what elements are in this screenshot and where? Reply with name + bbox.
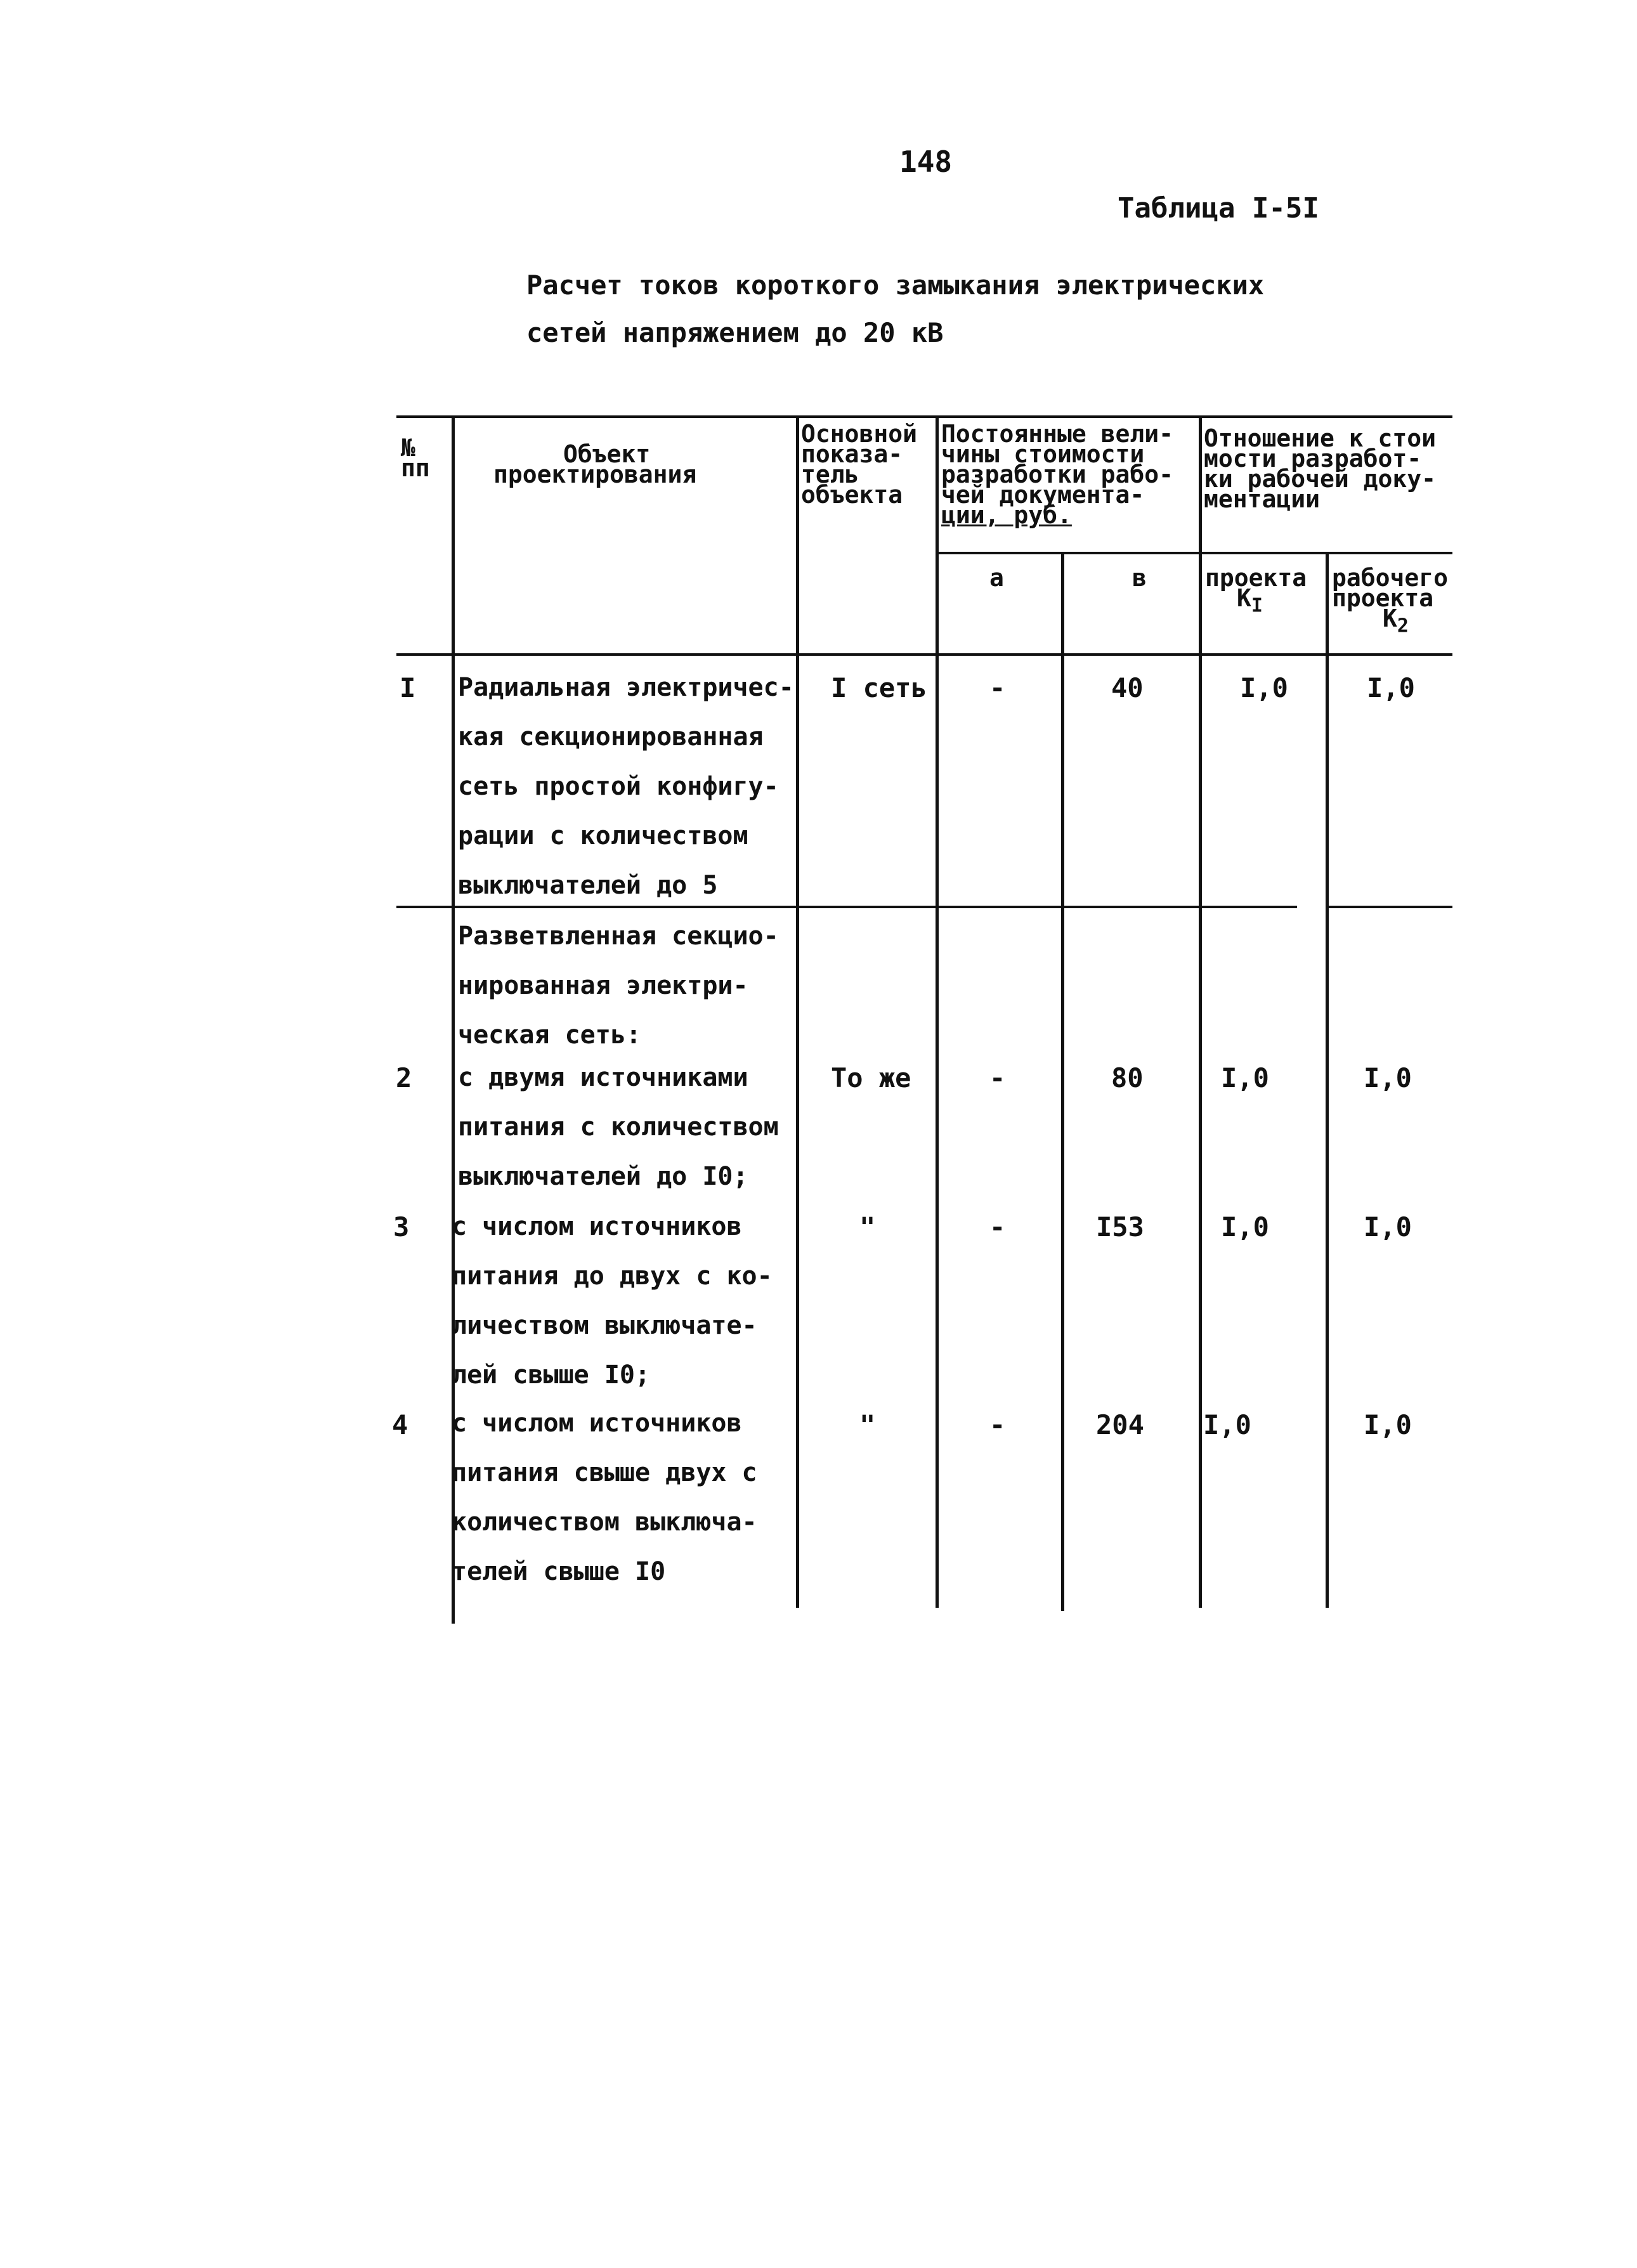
row-1-divider-right: [1329, 906, 1452, 908]
col-line-2: [796, 415, 799, 1608]
subheader-b: в: [1132, 564, 1147, 592]
subheader-k2: рабочего проекта $К_2$: [1332, 564, 1449, 637]
row-indicator: То же: [831, 1062, 911, 1093]
row-value-a: -: [989, 672, 1006, 703]
page-number: 148: [899, 145, 953, 179]
subheader-divider: [936, 552, 1452, 554]
row-object: Радиальная электричес- кая секционированная сеть простой конфигу- рации с количеством выключателей до 5: [458, 673, 794, 900]
row-value-b: I53: [1096, 1211, 1144, 1242]
header-no: № пп: [401, 434, 430, 482]
row-value-a: -: [989, 1211, 1006, 1242]
header-indicator: Основной показа- тель объекта: [801, 420, 918, 509]
subheader-k1: проекта $К_I$: [1205, 564, 1307, 617]
header-object: Объект проектирования: [493, 440, 697, 488]
table-top-border: [396, 415, 1452, 418]
group-label: Разветвленная секцио- нированная электри- ческая сеть:: [458, 922, 779, 1050]
row-value-b: 80: [1111, 1062, 1144, 1093]
row-value-k2: I,0: [1367, 672, 1415, 703]
col-line-4: [1061, 552, 1064, 1611]
row-indicator: ": [859, 1409, 876, 1440]
row-value-b: 40: [1111, 672, 1144, 703]
row-number: 3: [393, 1211, 410, 1242]
table-title-line-1: Расчет токов короткого замыкания электрических: [526, 270, 1265, 301]
header-constants: Постоянные вели- чины стоимости разработки рабо- чей документа- ции, руб.: [941, 420, 1174, 529]
row-indicator: ": [859, 1211, 876, 1242]
table-title-line-2: сетей напряжением до 20 кВ: [526, 317, 944, 348]
row-indicator: I сеть: [831, 672, 927, 703]
row-value-k1: I,0: [1203, 1409, 1251, 1440]
row-value-k1: I,0: [1240, 672, 1288, 703]
row-value-a: -: [989, 1062, 1006, 1093]
row-value-k2: I,0: [1364, 1062, 1412, 1093]
row-value-k2: I,0: [1364, 1211, 1412, 1242]
row-number: 2: [396, 1062, 412, 1093]
row-number: I: [400, 672, 416, 703]
row-value-a: -: [989, 1409, 1006, 1440]
header-ratio: Отношение к стои мости разработ- ки рабочей доку- ментации: [1204, 424, 1437, 513]
row-value-k1: I,0: [1221, 1211, 1269, 1242]
col-line-6: [1326, 552, 1329, 1608]
col-line-5: [1199, 415, 1202, 1608]
row-value-b: 204: [1096, 1409, 1144, 1440]
header-bottom-border: [396, 653, 1452, 656]
col-line-3: [936, 415, 939, 1608]
row-value-k2: I,0: [1364, 1409, 1412, 1440]
subheader-a: а: [989, 564, 1004, 592]
table-label: Таблица I-5I: [1118, 192, 1319, 225]
row-number: 4: [392, 1409, 408, 1440]
row-object: с двумя источниками питания с количеством выключателей до I0;: [458, 1063, 779, 1191]
row-value-k1: I,0: [1221, 1062, 1269, 1093]
row-object: с числом источников питания до двух с ко- личеством выключате- лей свыше I0;: [452, 1212, 773, 1390]
row-object: с числом источников питания свыше двух с количеством выключа- телей свыше I0: [452, 1409, 757, 1586]
